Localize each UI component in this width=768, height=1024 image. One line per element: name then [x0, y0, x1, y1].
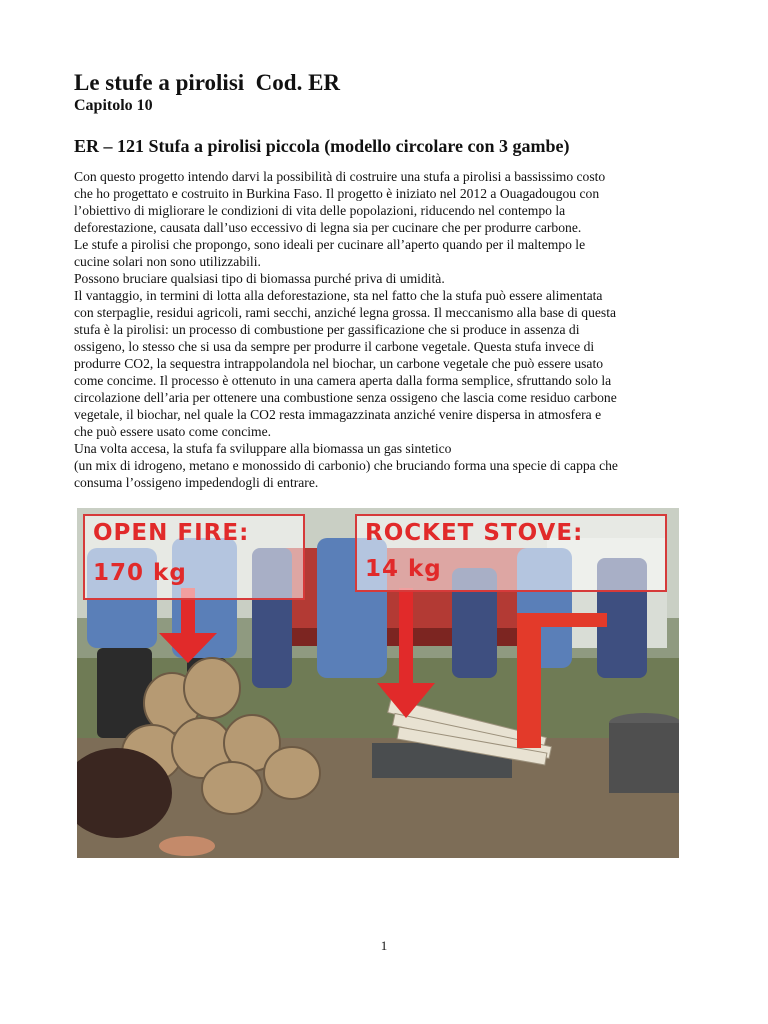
open-fire-label-box	[83, 514, 305, 600]
body-line: circolazione dell’aria per ottenere una combustione senza ossigeno che lascia come residuo carbone	[74, 390, 617, 405]
body-line: con sterpaglie, residui agricoli, rami secchi, anziché legna grossa. Il meccanismo alla base di questa	[74, 305, 617, 320]
body-line: Una volta accesa, la stufa fa sviluppare alla biomassa un gas sintetico	[74, 441, 452, 456]
page-number: 1	[380, 938, 388, 953]
body-text	[74, 168, 699, 491]
body-line: (un mix di idrogeno, metano e monossido di carbonio) che bruciando forma una specie di cappa che	[74, 458, 618, 473]
rocket-stove-label-box	[355, 514, 667, 592]
body-line: che ho progettato e costruito in Burkina Faso. Il progetto è iniziato nel 2012 a Ouagadougou con	[74, 186, 600, 201]
body-line: ossigeno, lo stesso che si usa da sempre per produrre il carbone vegetale. Questa stufa invece di	[74, 339, 595, 354]
body-line: deforestazione, causata dall’uso eccessivo di legna sia per cucinare che per produrre carbone.	[74, 220, 582, 235]
body-line: l’obiettivo di migliorare le condizioni di vita delle popolazioni, riducendo nel contempo la	[74, 203, 566, 218]
body-line: che può essere usato come concime.	[74, 424, 272, 439]
body-line: consuma l’ossigeno impedendogli di entrare.	[74, 475, 319, 490]
body-line: Il vantaggio, in termini di lotta alla deforestazione, sta nel fatto che la stufa può essere alimentata	[74, 288, 603, 303]
body-line: Possono bruciare qualsiasi tipo di biomassa purché priva di umidità.	[74, 271, 445, 286]
open-fire-label: OPEN FIRE:	[93, 520, 250, 546]
document-title: Le stufe a pirolisi Cod. ER	[74, 70, 341, 95]
body-line: cucine solari non sono utilizzabili.	[74, 254, 261, 269]
chapter-label: Capitolo 10	[74, 97, 153, 114]
open-fire-weight: 170 kg	[93, 560, 187, 586]
stove-comparison-photo	[77, 508, 679, 858]
body-line: come concime. Il processo è ottenuto in una camera aperta dalla forma semplice, sfruttando solo la	[74, 373, 612, 388]
body-line: stufa è la pirolisi: un processo di combustione per gassificazione che si produce in assenza di	[74, 322, 580, 337]
body-line: Con questo progetto intendo darvi la possibilità di costruire una stufa a pirolisi a bassissimo costo	[74, 169, 606, 184]
rocket-stove-weight: 14 kg	[365, 556, 442, 582]
body-line: vegetale, il biochar, nel quale la CO2 resta immagazzinata anziché venire dispersa in atmosfera e	[74, 407, 602, 422]
body-line: produrre CO2, la sequestra intrappolandola nel biochar, un carbone vegetale che può essere usato	[74, 356, 604, 371]
section-heading: ER – 121 Stufa a pirolisi piccola (modello circolare con 3 gambe)	[74, 136, 570, 156]
body-line: Le stufe a pirolisi che propongo, sono ideali per cucinare all’aperto quando per il maltempo le	[74, 237, 586, 252]
rocket-stove-label: ROCKET STOVE:	[365, 520, 584, 546]
